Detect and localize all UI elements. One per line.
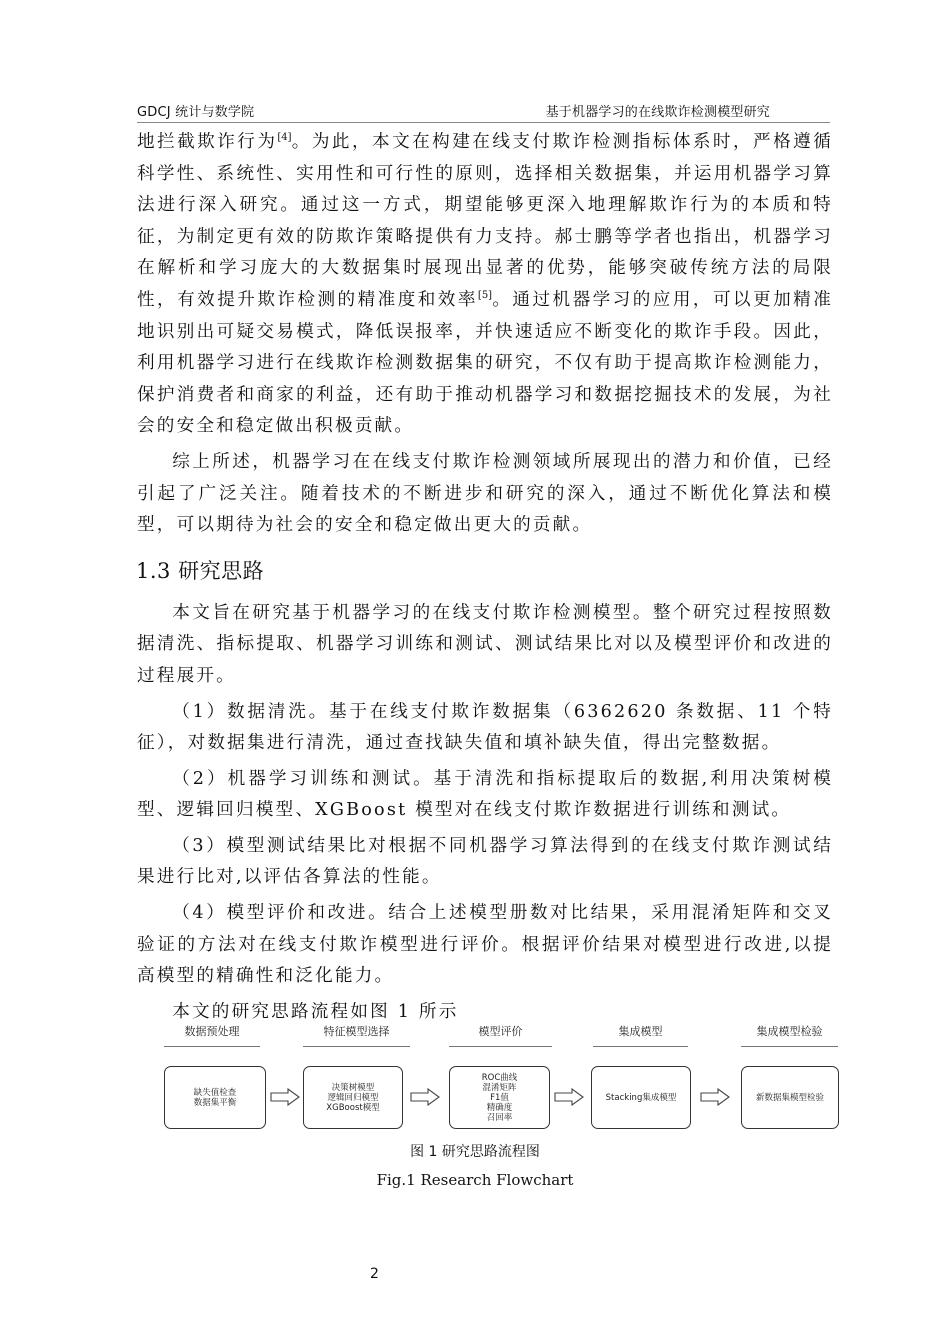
arrow-right-icon [410, 1088, 440, 1106]
stage-evaluation: 模型评价 [449, 1024, 552, 1047]
research-flowchart [162, 1024, 840, 1134]
section-heading: 1.3 研究思路 [136, 558, 265, 583]
box-preprocessing: 缺失值检查 数据集平衡 [164, 1066, 266, 1129]
arrow-right-icon [270, 1088, 300, 1106]
list-item-2: （2）机器学习训练和测试。基于清洗和指标提取后的数据,利用决策树模型、逻辑回归模型、XGBoost 模型对在线支付欺诈数据进行训练和测试。 [137, 768, 833, 821]
paragraph-2: 综上所述，机器学习在在线支付欺诈检测领域所展现出的潜力和价值，已经引起了广泛关注。随着技术的不断进步和研究的深入，通过不断优化算法和模型，可以期待为社会的安全和稳定做出更大的贡献。 [137, 451, 833, 536]
citation-5: [5] [477, 290, 493, 302]
citation-4: [4] [277, 132, 292, 144]
arrow-right-icon [700, 1088, 730, 1106]
figure-caption-zh: 图 1 研究思路流程图 [410, 1144, 540, 1160]
arrow-right-icon [554, 1088, 584, 1106]
paragraph-1: 地拦截欺诈行为[4]。为此，本文在构建在线支付欺诈检测指标体系时，严格遵循科学性、系统性、实用性和可行性的原则，选择相关数据集，并运用机器学习算法进行深入研究。通过这一方式，期望能够更深入地理解欺诈行为的本质和特征，为制定更有效的防欺诈策略提供有力支持。郝士鹏等学者也指出，机器学习在解析和学习庞大的大数据集时展现出显著的优势，能够突破传统方法的局限性，有效提升欺诈检测的精准度和效率[5]。通过机器学习的应用，可以更加精准地识别出可疑交易模式，降低误报率，并快速适应不断变化的欺诈手段。因此，利用机器学习进行在线欺诈检测数据集的研究，不仅有助于提高欺诈检测能力，保护消费者和商家的利益，还有助于推动机器学习和数据挖掘技术的发展，为社会的安全和稳定做出积极贡献。 [137, 132, 834, 437]
box-feature-selection: 决策树模型 逻辑回归模型 XGBoost模型 [303, 1066, 403, 1129]
list-item-1: （1）数据清洗。基于在线支付欺诈数据集（6362620 条数据、11 个特征），对数据集进行清洗，通过查找缺失值和填补缺失值，得出完整数据。 [137, 701, 833, 754]
flowchart-intro: 本文的研究思路流程如图 1 所示 [172, 1001, 459, 1022]
stage-preprocessing: 数据预处理 [164, 1024, 260, 1047]
stage-feature-selection: 特征模型选择 [303, 1024, 410, 1047]
figure-caption-en: Fig.1 Research Flowchart [376, 1171, 574, 1189]
header-rule [137, 122, 830, 123]
list-item-3: （3）模型测试结果比对根据不同机器学习算法得到的在线支付欺诈测试结果进行比对,以评估各算法的性能。 [137, 835, 833, 888]
running-header-right: 基于机器学习的在线欺诈检测模型研究 [545, 105, 770, 120]
list-item-4: （4）模型评价和改进。结合上述模型册数对比结果，采用混淆矩阵和交叉验证的方法对在线支付欺诈模型进行评价。根据评价结果对模型进行改进,以提高模型的精确性和泛化能力。 [137, 903, 833, 987]
box-evaluation: ROC曲线 混淆矩阵 F1值 精确度 召回率 [449, 1066, 550, 1129]
box-ensemble: Stacking集成模型 [591, 1066, 691, 1129]
main-body [137, 127, 833, 1028]
stage-ensemble: 集成模型 [593, 1024, 688, 1047]
box-ensemble-validation: 新数据集模型检验 [741, 1066, 839, 1129]
page-number: 2 [370, 1266, 379, 1282]
running-header-left: GDCJ 统计与数学院 [137, 105, 255, 120]
stage-ensemble-validation: 集成模型检验 [741, 1024, 838, 1047]
paragraph-3: 本文旨在研究基于机器学习的在线支付欺诈检测模型。整个研究过程按照数据清洗、指标提取、机器学习训练和测试、测试结果比对以及模型评价和改进的过程展开。 [137, 602, 833, 686]
